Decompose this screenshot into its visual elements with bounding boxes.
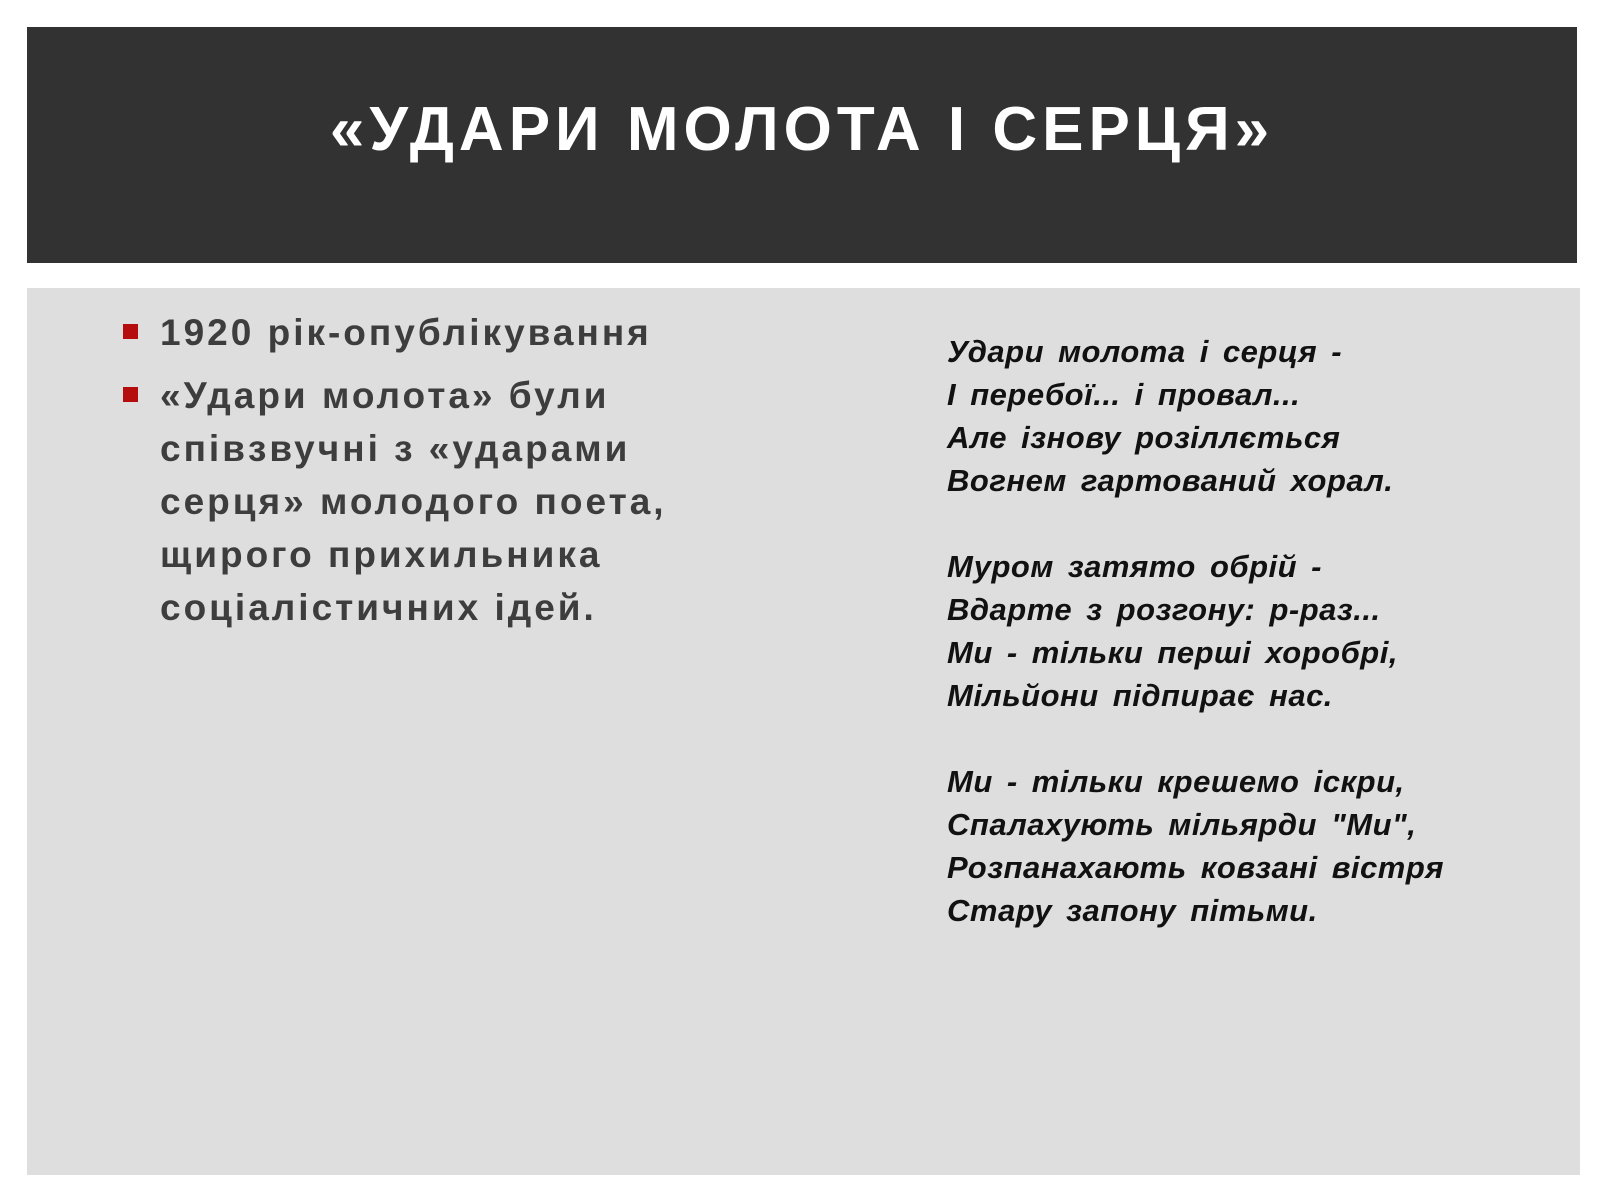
poem-line: Але ізнову розіллється [947, 420, 1341, 455]
poem-line: Удари молота і серця - [947, 334, 1343, 369]
title-bar [27, 27, 1577, 263]
square-bullet-icon [123, 324, 138, 339]
poem-line: І перебої... і провал... [947, 377, 1301, 412]
poem-line: Стару запону пітьми. [947, 893, 1318, 928]
poem-line: Вдарте з розгону: р-раз... [947, 592, 1381, 627]
poem-line: Розпанахають ковзані вістря [947, 850, 1445, 885]
poem-stanza [947, 330, 1547, 502]
content-panel [27, 288, 1580, 1175]
poem-line: Спалахують мільярди "Ми", [947, 807, 1417, 842]
square-bullet-icon [123, 387, 138, 402]
slide-title: «УДАРИ МОЛОТА І СЕРЦЯ» [329, 94, 1275, 164]
poem-line: Ми - тільки крешемо іскри, [947, 764, 1405, 799]
poem-line: Ми - тільки перші хоробрі, [947, 635, 1398, 670]
poem-line: Мільйони підпирає нас. [947, 678, 1333, 713]
poem-stanza [947, 545, 1547, 717]
bullet-item [93, 306, 703, 359]
poem [947, 330, 1547, 975]
poem-line: Муром затято обрій - [947, 549, 1322, 584]
poem-stanza [947, 760, 1547, 932]
poem-line: Вогнем гартований хорал. [947, 463, 1394, 498]
bullet-text: 1920 рік-опублікування [160, 312, 652, 353]
bullet-text: «Удари молота» були співзвучні з «ударами серця» молодого поета, щирого прихильника соціалістичних ідей. [160, 375, 667, 628]
bullet-item [93, 369, 703, 634]
bullet-list [93, 306, 703, 644]
